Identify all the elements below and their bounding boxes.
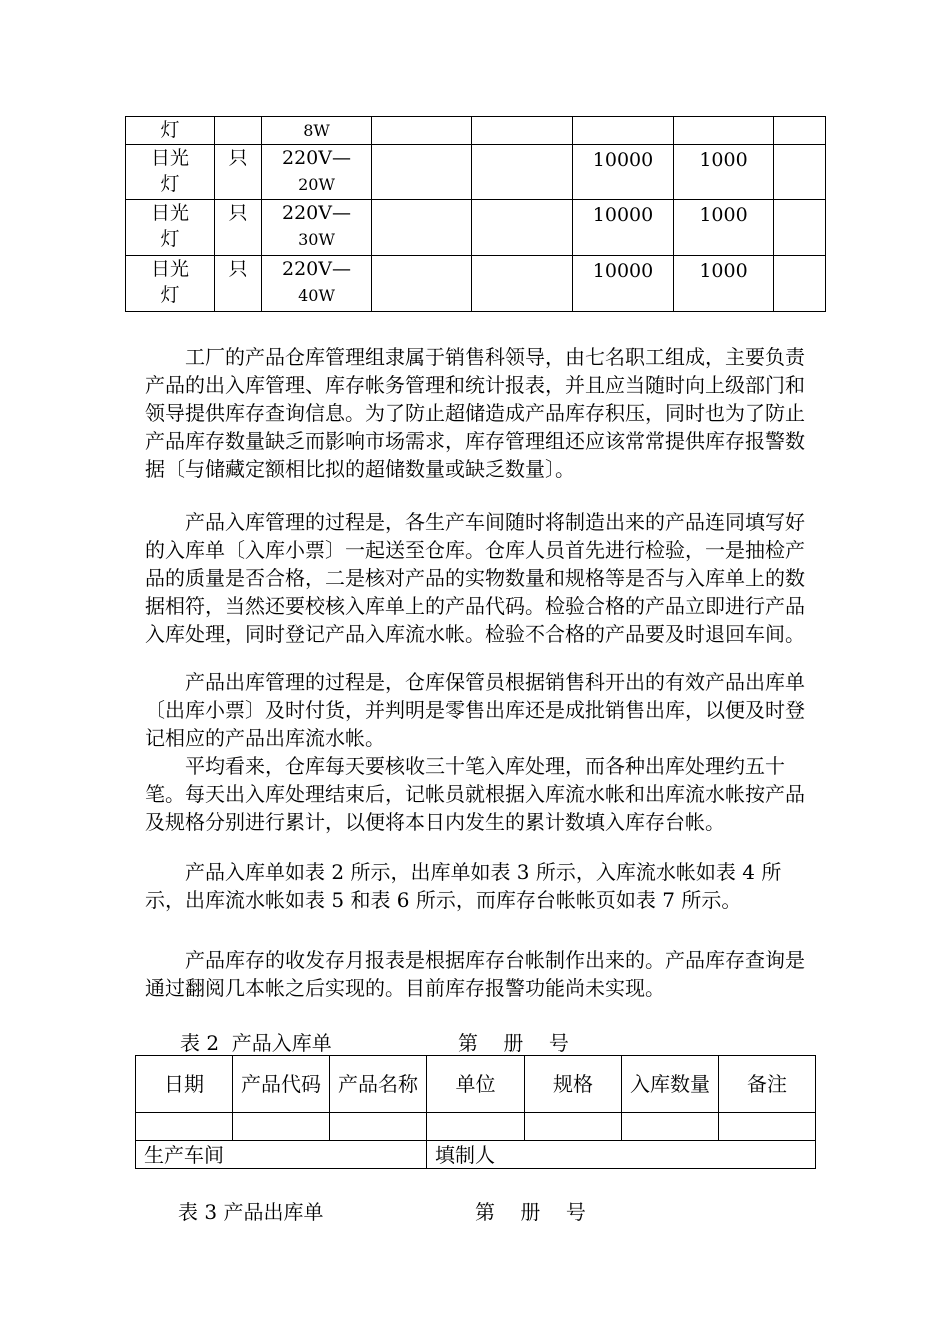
header-date: 日期	[136, 1056, 233, 1113]
header-inbound-quantity: 入库数量	[622, 1056, 719, 1113]
header-product-name: 产品名称	[330, 1056, 427, 1113]
unit-cell	[215, 117, 262, 145]
unit-cell: 只	[215, 256, 262, 312]
quantity-cell: 10000	[573, 200, 674, 256]
paragraph-monthly-report: 产品库存的收发存月报表是根据库存台帐制作出来的。产品库存查询是通过翻阅几本帐之后实现的。目前库存报警功能尚未实现。	[145, 948, 805, 1000]
quantity-cell: 10000	[573, 256, 674, 312]
paragraph-inbound-process: 产品入库管理的过程是，各生产车间随时将制造出来的产品连同填写好的入库单〔入库小票〕一起送至仓库。仓库人员首先进行检验，一是抽检产品的质量是否合格，二是核对产品的实物数量和规格等是否与入库单上的数据相符，当然还要校核入库单上的产品代码。检验合格的产品立即进行产品入库处理，同时登记产品入库流水帐。检验不合格的产品要及时退回车间。	[145, 510, 805, 646]
quantity-cell	[573, 117, 674, 145]
spec-cell: 8W	[262, 117, 372, 145]
paragraph-warehouse-overview: 工厂的产品仓库管理组隶属于销售科领导，由七名职工组成，主要负责产品的出入库管理、库存帐务管理和统计报表，并且应当随时向上级部门和领导提供库存查询信息。为了防止超储造成产品库存积压，同时也为了防止产品库存数量缺乏而影响市场需求，库存管理组还应该常常提供库存报警数据〔与储藏定额相比拟的超储数量或缺乏数量〕。	[145, 345, 805, 481]
product-name-cell: 日光 灯	[126, 200, 215, 256]
unit-cell: 只	[215, 145, 262, 200]
table-row	[126, 145, 826, 200]
quantity-cell: 1000	[674, 145, 774, 200]
empty-cell	[136, 1113, 233, 1141]
header-unit: 单位	[427, 1056, 525, 1113]
spec-cell: 220V— 30W	[262, 200, 372, 256]
header-product-code: 产品代码	[233, 1056, 330, 1113]
empty-cell	[622, 1113, 719, 1141]
empty-cell	[774, 256, 826, 312]
paragraph-daily-volume: 平均看来，仓库每天要核收三十笔入库处理，而各种出库处理约五十笔。每天出入库处理结束后，记帐员就根据入库流水帐和出库流水帐按产品及规格分别进行累计，以便将本日内发生的累计数填入库存台帐。	[145, 754, 805, 834]
quantity-cell: 1000	[674, 200, 774, 256]
lamp-product-table	[125, 116, 826, 312]
inbound-form-table	[135, 1055, 816, 1169]
header-spec: 规格	[525, 1056, 622, 1113]
table-row	[136, 1113, 816, 1141]
empty-cell	[233, 1113, 330, 1141]
product-name-cell: 日光 灯	[126, 145, 215, 200]
empty-cell	[472, 145, 573, 200]
form2-caption: 表 2 产品入库单	[180, 1031, 332, 1055]
table-row	[126, 117, 826, 145]
empty-cell	[472, 256, 573, 312]
quantity-cell	[674, 117, 774, 145]
quantity-cell: 10000	[573, 145, 674, 200]
production-workshop-label: 生产车间	[136, 1141, 427, 1169]
empty-cell	[719, 1113, 816, 1141]
form3-book-label: 第 册 号	[475, 1200, 586, 1224]
empty-cell	[330, 1113, 427, 1141]
empty-cell	[525, 1113, 622, 1141]
table-header-row	[136, 1056, 816, 1113]
spec-cell: 220V— 20W	[262, 145, 372, 200]
empty-cell	[427, 1113, 525, 1141]
unit-cell: 只	[215, 200, 262, 256]
empty-cell	[472, 200, 573, 256]
quantity-cell: 1000	[674, 256, 774, 312]
form2-book-label: 第 册 号	[458, 1031, 569, 1055]
empty-cell	[774, 117, 826, 145]
paragraph-outbound-process: 产品出库管理的过程是，仓库保管员根据销售科开出的有效产品出库单〔出库小票〕及时付货，并判明是零售出库还是成批销售出库，以便及时登记相应的产品出库流水帐。	[145, 670, 805, 750]
spec-cell: 220V— 40W	[262, 256, 372, 312]
table-row	[126, 200, 826, 256]
empty-cell	[472, 117, 573, 145]
empty-cell	[774, 145, 826, 200]
empty-cell	[774, 200, 826, 256]
product-name-cell: 灯	[126, 117, 215, 145]
empty-cell	[372, 145, 472, 200]
preparer-label: 填制人	[427, 1141, 816, 1169]
table-footer-row	[136, 1141, 816, 1169]
empty-cell	[372, 256, 472, 312]
table-row	[126, 256, 826, 312]
product-name-cell: 日光 灯	[126, 256, 215, 312]
paragraph-form-references: 产品入库单如表 2 所示，出库单如表 3 所示，入库流水帐如表 4 所示，出库流水帐如表 5 和表 6 所示，而库存台帐帐页如表 7 所示。	[145, 860, 782, 912]
empty-cell	[372, 117, 472, 145]
header-remarks: 备注	[719, 1056, 816, 1113]
empty-cell	[372, 200, 472, 256]
form3-caption: 表 3 产品出库单	[178, 1200, 324, 1224]
